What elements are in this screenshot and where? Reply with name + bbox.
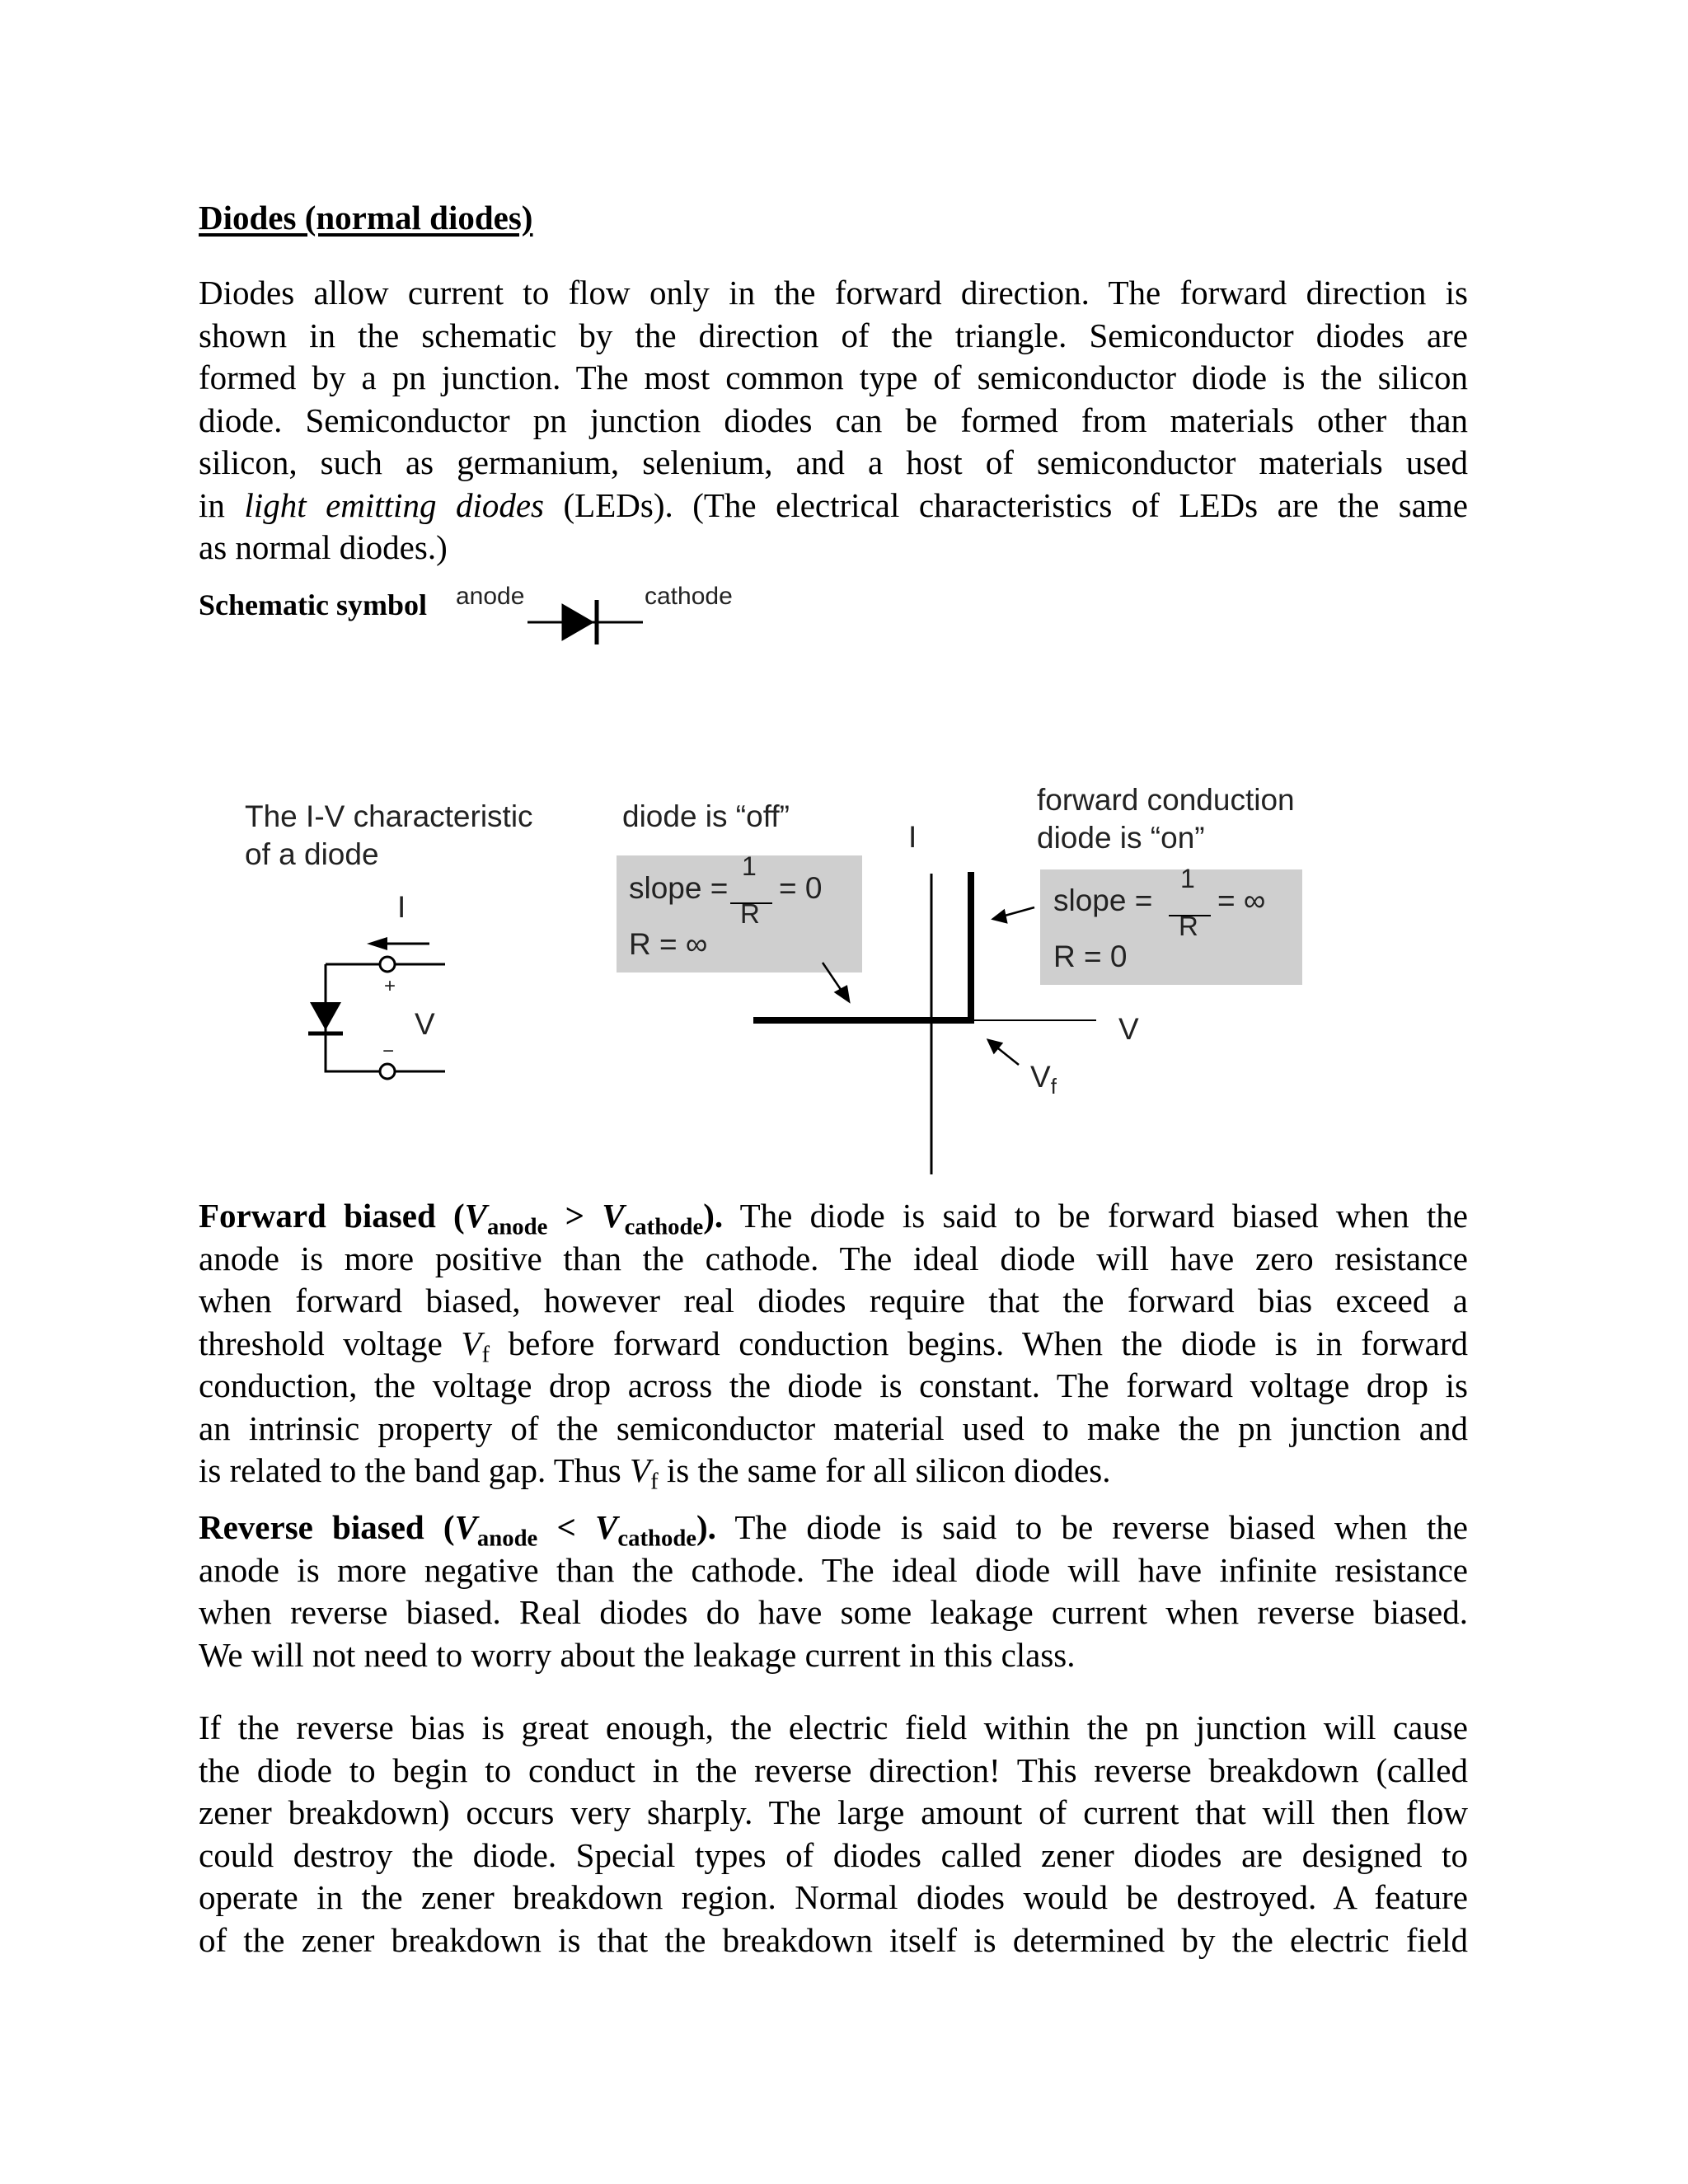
- diode-on-title: forward conduction: [1037, 783, 1295, 817]
- caption-line: The I-V characteristic: [245, 799, 533, 833]
- text-line: We will not need to worry about the leakage current in this class.: [199, 1635, 1076, 1674]
- diode-on-subtitle: diode is “on”: [1037, 821, 1205, 855]
- anode-label: anode: [456, 583, 525, 610]
- page-title: Diodes (normal diodes): [199, 199, 533, 237]
- text-line: of the zener breakdown is that the breakdown itself is determined by the electric field: [199, 1920, 1468, 1959]
- on-slope-denominator: R: [1179, 911, 1198, 941]
- text-line: could destroy the diode. Special types of diodes called zener diodes are designed to: [199, 1835, 1468, 1874]
- text-line: is related to the band gap. Thus $V_f$ is the same for all silicon diodes.: [199, 1451, 1111, 1495]
- minus-sign: −: [382, 1040, 395, 1062]
- axis-v-label: V: [1118, 1012, 1139, 1046]
- text-line: anode is more negative than the cathode. The ideal diode will have infinite resistance: [199, 1550, 1468, 1589]
- pointer-arrows: [823, 907, 1034, 1065]
- text-line: anode is more positive than the cathode. The ideal diode will have zero resistance: [199, 1239, 1468, 1277]
- on-slope-numerator: 1: [1180, 864, 1195, 893]
- axis-i-label: I: [908, 820, 917, 854]
- diode-off-title: diode is “off”: [622, 799, 790, 833]
- off-slope-denominator: R: [740, 898, 760, 929]
- off-slope-numerator: 1: [742, 851, 757, 881]
- text-line: when forward biased, however real diodes require that the forward bias exceed a: [199, 1282, 1468, 1319]
- reverse-biased-paragraph: [199, 1507, 1468, 1676]
- text-line: threshold voltage $V_f$ before forward conduction begins. When the diode is in forward: [199, 1324, 1468, 1368]
- diode-symbol-icon: [528, 600, 643, 644]
- off-slope-suffix: = 0: [779, 871, 823, 905]
- caption-line: of a diode: [245, 837, 379, 871]
- italic-term: light emitting diodes: [244, 485, 545, 524]
- text-line: when reverse biased. Real diodes do have some leakage current when reverse biased.: [199, 1593, 1468, 1631]
- zener-paragraph: [199, 1707, 1468, 1961]
- off-slope-prefix: slope =: [629, 871, 729, 905]
- plus-sign: +: [384, 975, 396, 997]
- text-line: zener breakdown) occurs very sharply. The large amount of current that will then flow: [199, 1793, 1468, 1831]
- text-line: Reverse biased $(V_{anode} < V_{cathode})$. The diode is said to be reverse biased when the: [199, 1508, 1468, 1552]
- text-line: diode. Semiconductor pn junction diodes can be formed from materials other than: [199, 401, 1468, 439]
- text-line: an intrinsic property of the semiconductor material used to make the pn junction and: [199, 1408, 1468, 1447]
- forward-heading: Forward biased $(V_{anode} > V_{cathode})$.: [199, 1197, 724, 1240]
- text-line: in light emitting diodes (LEDs). (The electrical characteristics of LEDs are the same: [199, 485, 1469, 524]
- text-line: silicon, such as germanium, selenium, and a host of semiconductor materials used: [199, 443, 1468, 481]
- text-line: conduction, the voltage drop across the diode is constant. The forward voltage drop is: [199, 1366, 1468, 1404]
- on-slope-prefix: slope =: [1053, 883, 1153, 917]
- on-resistance: R = 0: [1053, 940, 1128, 973]
- text-line: formed by a pn junction. The most common type of semiconductor diode is the silicon: [199, 359, 1468, 396]
- vf-label: $V_f$: [1030, 1060, 1057, 1099]
- text-line: as normal diodes.): [199, 528, 448, 566]
- reverse-heading: Reverse biased $(V_{anode} < V_{cathode})$.: [199, 1508, 716, 1552]
- text-line: Diodes allow current to flow only in the forward direction. The forward direction is: [199, 274, 1468, 312]
- circuit-voltage-label: V: [415, 1007, 435, 1041]
- text-line: If the reverse bias is great enough, the electric field within the pn junction will cause: [199, 1708, 1468, 1746]
- text-line: the diode to begin to conduct in the reverse direction! This reverse breakdown (called: [199, 1750, 1468, 1789]
- iv-plot-axes: [758, 874, 1096, 1174]
- text-line: Forward biased $(V_{anode} > V_{cathode})$. The diode is said to be forward biased when the: [199, 1197, 1468, 1240]
- schematic-symbol-label: Schematic symbol: [199, 588, 427, 621]
- text-line: operate in the zener breakdown region. Normal diodes would be destroyed. A feature: [199, 1878, 1468, 1916]
- circuit-current-label: I: [397, 890, 406, 924]
- on-slope-suffix: = ∞: [1217, 883, 1266, 917]
- forward-biased-paragraph: [199, 1195, 1468, 1493]
- cathode-label: cathode: [645, 583, 733, 610]
- off-resistance: R = ∞: [629, 927, 708, 961]
- text-line: shown in the schematic by the direction of the triangle. Semiconductor diodes are: [199, 316, 1468, 354]
